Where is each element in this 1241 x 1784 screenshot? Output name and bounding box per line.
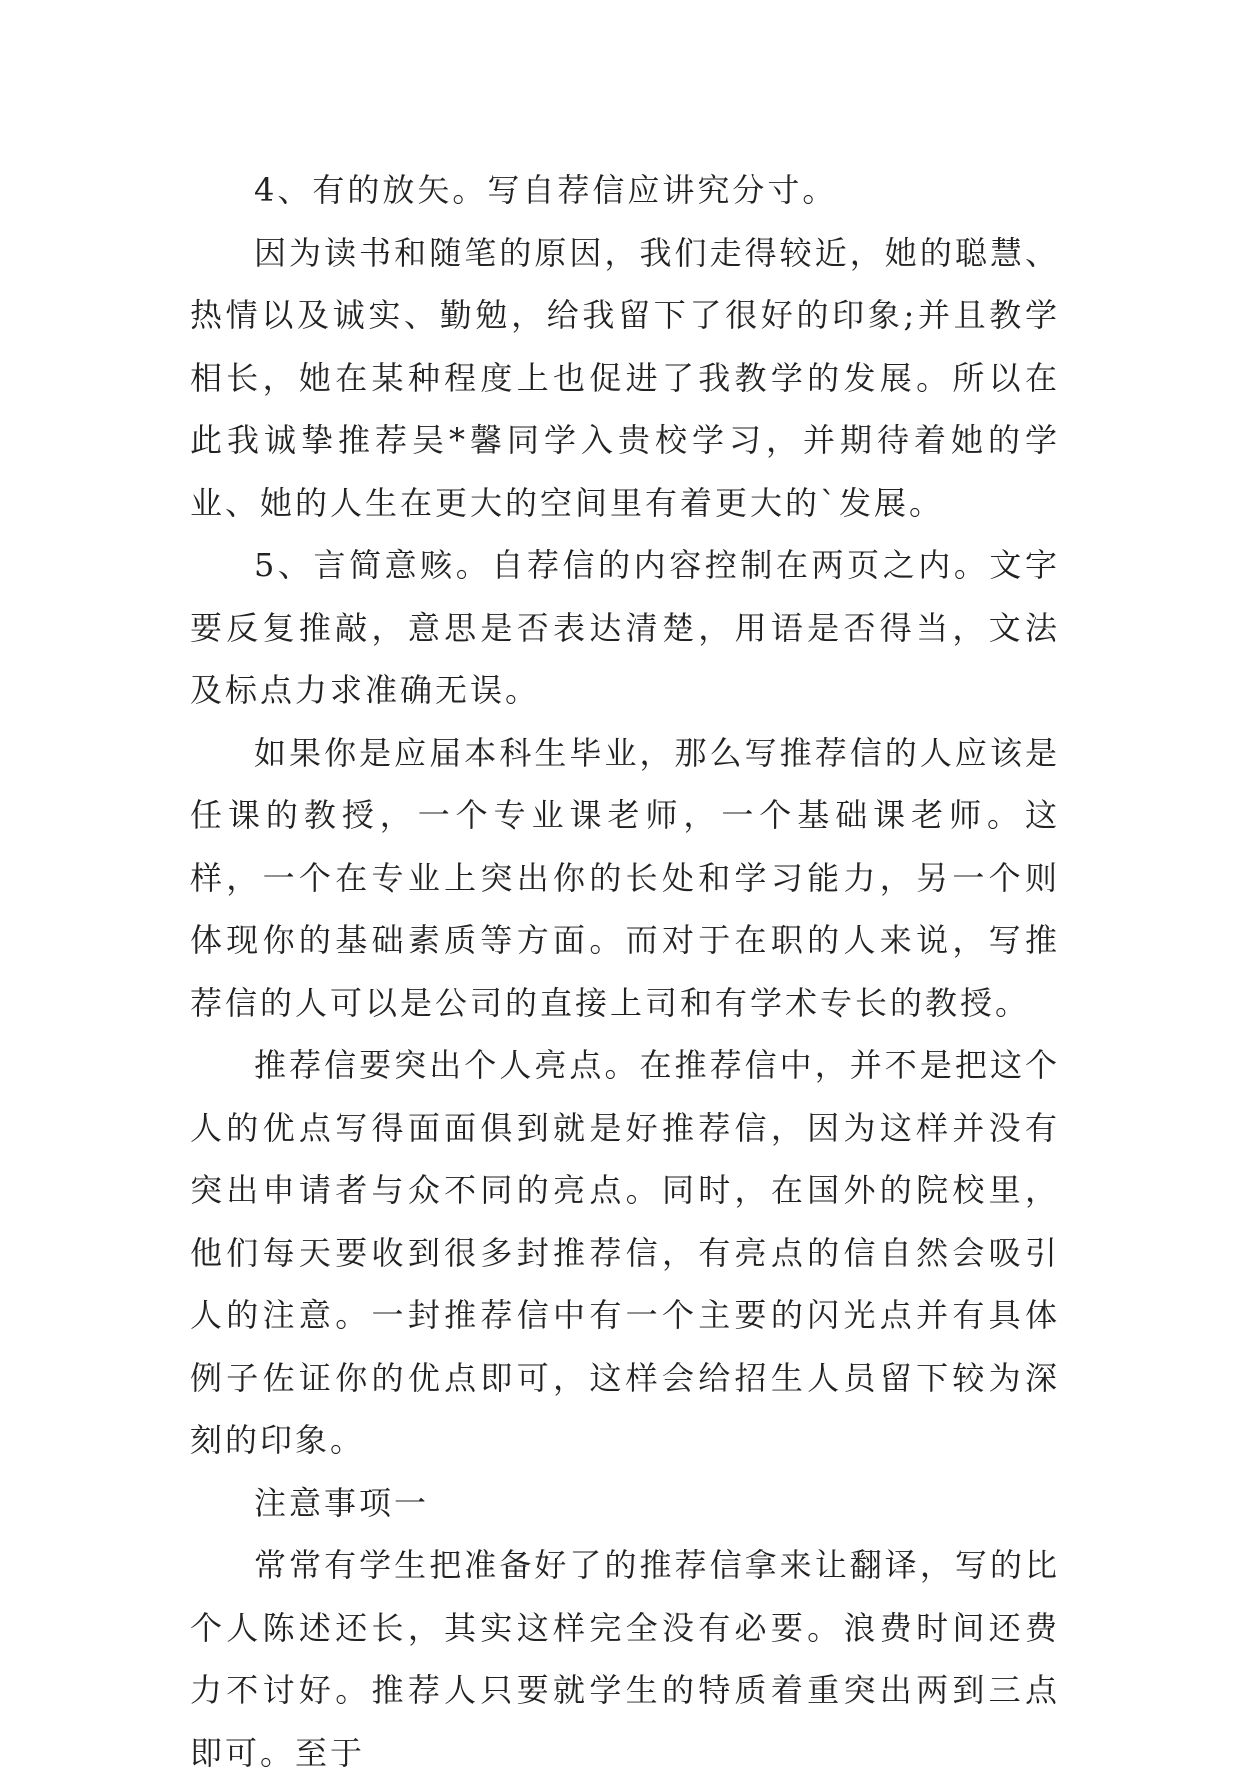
- paragraph-tip-4: 4、有的放矢。写自荐信应讲究分寸。: [254, 171, 838, 209]
- paragraph-tip-5: 5、言简意赅。自荐信的内容控制在两页之内。文字要反复推敲，意思是否表达清楚，用语是否得当，文法及标点力求准确无误。: [190, 546, 1060, 709]
- paragraph-notes-1: 常常有学生把准备好了的推荐信拿来让翻译，写的比个人陈述还长，其实这样完全没有必要。浪费时间还费力不讨好。推荐人只要就学生的特质着重突出两到三点即可。至于: [190, 1546, 1060, 1772]
- paragraph-highlights: 推荐信要突出个人亮点。在推荐信中，并不是把这个人的优点写得面面俱到就是好推荐信，因为这样并没有突出申请者与众不同的亮点。同时，在国外的院校里，他们每天要收到很多封推荐信，有亮点的信自然会吸引人的注意。一封推荐信中有一个主要的闪光点并有具体例子佐证你的优点即可，这样会给招生人员留下较为深刻的印象。: [190, 1046, 1060, 1459]
- section-heading-notes: 注意事项一: [254, 1483, 430, 1522]
- document-body: [190, 159, 1060, 1784]
- paragraph-who-writes: 如果你是应届本科生毕业，那么写推荐信的人应该是任课的教授，一个专业课老师，一个基础课老师。这样，一个在专业上突出你的长处和学习能力，另一个则体现你的基础素质等方面。而对于在职的人来说，写推荐信的人可以是公司的直接上司和有学术专长的教授。: [190, 733, 1060, 1022]
- paragraph-recommendation-example: 因为读书和随笔的原因，我们走得较近，她的聪慧、热情以及诚实、勤勉，给我留下了很好的印象;并且教学相长，她在某种程度上也促进了我教学的发展。所以在此我诚挚推荐吴*馨同学入贵校学习，并期待着她的学业、她的人生在更大的空间里有着更大的`发展。: [190, 233, 1060, 522]
